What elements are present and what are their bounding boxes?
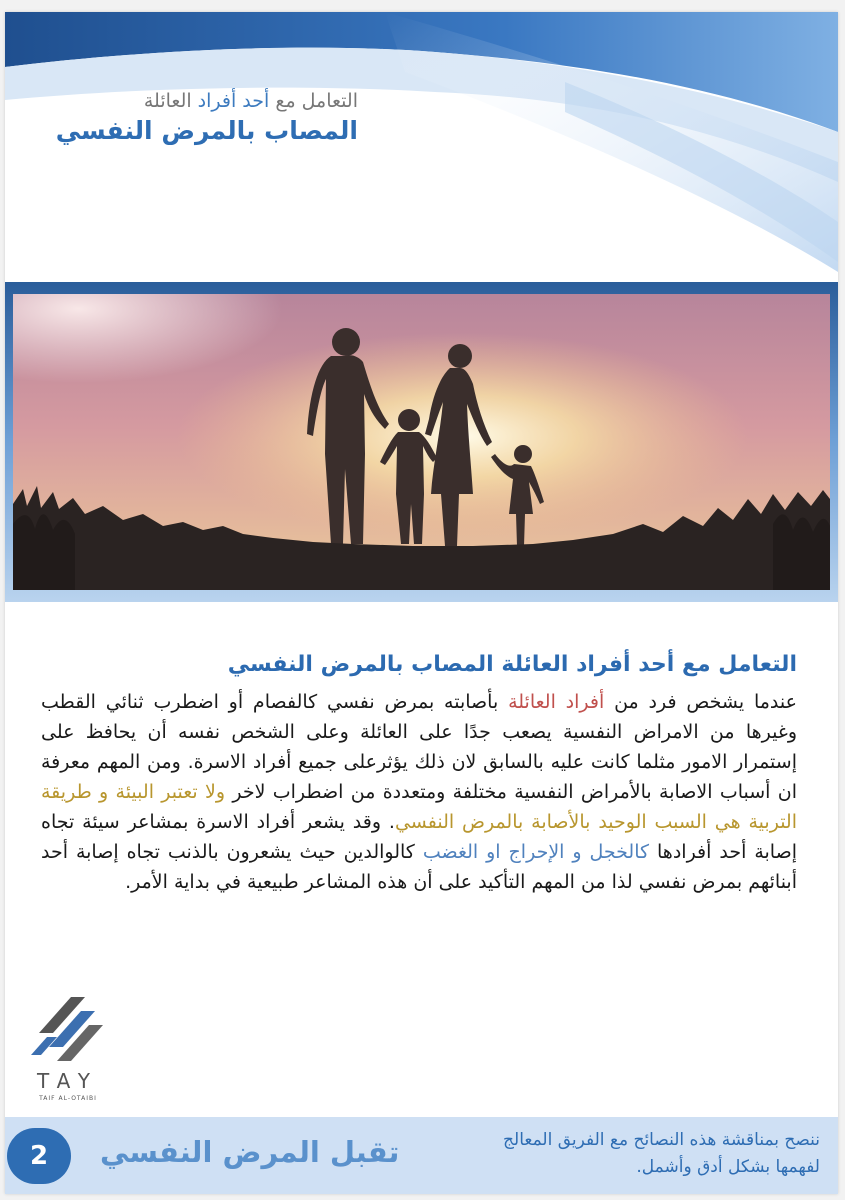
article-text: كالوالدين حيث يشعرون بالذنب تجاه إصابة أحد أبنائهم بمرض نفسي لذا من المهم التأكيد على أن هذه المشاعر طبيعية في بداية الأمر. <box>41 841 797 893</box>
page-number-badge: 2 <box>7 1128 71 1184</box>
article-text: . وقد يشعر أفراد الاسرة بمشاعر سيئة تجاه إصابة أحد أفرادها <box>41 811 797 863</box>
footer-brand: تقبل المرض النفسي <box>100 1135 400 1169</box>
header-title-highlight: أحد أفراد <box>197 90 270 112</box>
header-wave-graphic <box>5 12 838 282</box>
article-text: بأصابته بمرض نفسي كالفصام أو اضطرب ثنائي القطب وغيرها من الامراض النفسية يصعب جدًا على العائلة وعلى الشخص نفسه أن يحافظ على إستمرار الامور مثلما كانت عليه بالسابق لان ذلك يؤثرعلى جميع أفراد الاسرة. ومن المهم معرفة ان أسباب الاصابة بالأمراض النفسية مختلفة ومتعددة من اضطراب لاخر <box>41 691 798 803</box>
tay-logo <box>23 997 113 1112</box>
article-text: عندما يشخص فرد من <box>604 691 797 713</box>
article-title: التعامل مع أحد أفراد العائلة المصاب بالمرض النفسي <box>227 652 797 677</box>
family-sunset-photo <box>13 294 830 590</box>
footer-tip: ننصح بمناقشة هذه النصائح مع الفريق المعالج لفهمها بشكل أدق وأشمل. <box>503 1130 820 1177</box>
article-highlight-red: أفراد العائلة <box>508 691 605 713</box>
logo-subtitle: TAIF AL-OTAIBI <box>39 1095 97 1102</box>
logo-name: TAY <box>36 1069 99 1093</box>
article-body <box>41 687 797 897</box>
header-title-text: العائلة <box>143 90 198 112</box>
header-title-text: التعامل مع <box>269 90 358 112</box>
header-title <box>56 90 358 145</box>
header-title-line1 <box>56 90 358 112</box>
photo-frame <box>5 282 838 602</box>
footer <box>5 1117 838 1194</box>
page <box>5 12 838 1194</box>
article-highlight-blue: كالخجل و الإحراج او الغضب <box>422 841 650 863</box>
article-highlight-gold: ولا تعتبر البيئة و طريقة التربية هي السبب الوحيد بالأصابة بالمرض النفسي <box>41 781 797 833</box>
tay-logo-mark-icon <box>23 997 113 1069</box>
article <box>41 652 797 897</box>
header-title-line2: المصاب بالمرض النفسي <box>55 116 358 145</box>
